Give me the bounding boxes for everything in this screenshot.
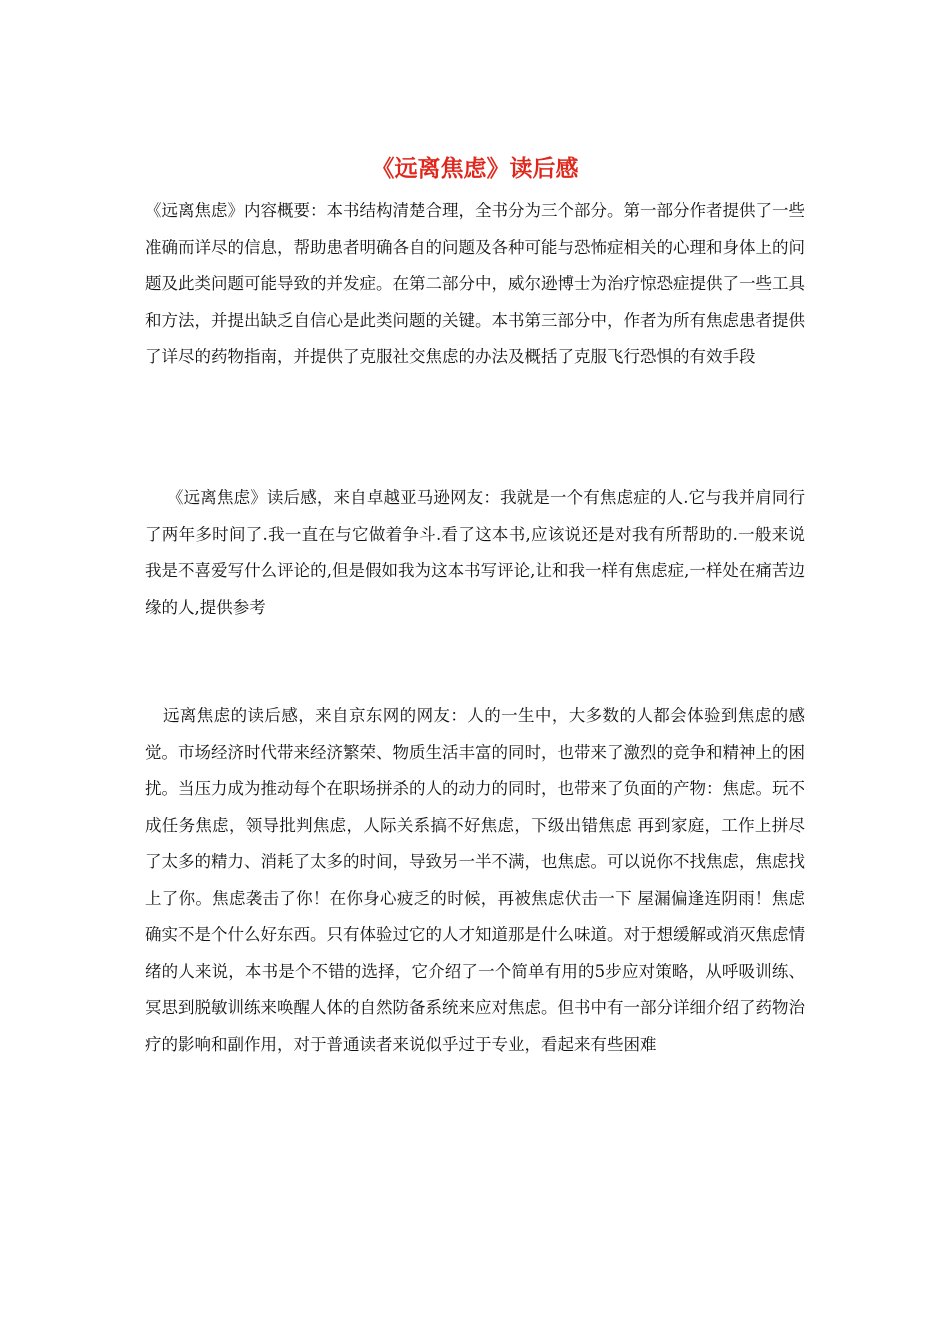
paragraph-amazon-review: 《远离焦虑》读后感，来自卓越亚马逊网友：我就是一个有焦虑症的人.它与我并肩同行了两年多时间了.我一直在与它做着争斗.看了这本书,应该说还是对我有所帮助的.一般来说我是不喜爱写什么评论的,但是假如我为这本书写评论,让和我一样有焦虑症,一样处在痛苦边缘的人,提供参考: [145, 488, 805, 617]
paragraph-jd-review: 远离焦虑的读后感，来自京东网的网友：人的一生中，大多数的人都会体验到焦虑的感觉。市场经济时代带来经济繁荣、物质生活丰富的同时，也带来了激烈的竞争和精神上的困扰。当压力成为推动每个在职场拼杀的人的动力的同时，也带来了负面的产物：焦虑。玩不成任务焦虑，领导批判焦虑，人际关系搞不好焦虑，下级出错焦虑 再到家庭，工作上拼尽了太多的精力、消耗了太多的时间，导致另一半不满，也焦虑。可以说你不找焦虑，焦虑找上了你。焦虑袭击了你！在你身心疲乏的时候，再被焦虑伏击一下 屋漏偏逢连阴雨！焦虑确实不是个什么好东西。只有体验过它的人才知道那是什么味道。对于想缓解或消灭焦虑情绪的人来说，本书是个不错的选择，它介绍了一个简单有用的5步应对策略，从呼吸训练、冥思到脱敏训练来唤醒人体的自然防备系统来应对焦虑。但书中有一部分详细介绍了药物治疗的影响和副作用，对于普通读者来说似乎过于专业，看起来有些困难: [145, 706, 805, 1054]
document-title: 《远离焦虑》读后感: [371, 155, 579, 182]
paragraph-summary: 《远离焦虑》内容概要：本书结构清楚合理，全书分为三个部分。第一部分作者提供了一些准确而详尽的信息，帮助患者明确各自的问题及各种可能与恐怖症相关的心理和身体上的问题及此类问题可能导致的并发症。在第二部分中，威尔逊博士为治疗惊恐症提供了一些工具和方法，并提出缺乏自信心是此类问题的关键。本书第三部分中，作者为所有焦虑患者提供了详尽的药物指南，并提供了克服社交焦虑的办法及概括了克服飞行恐惧的有效手段: [145, 201, 805, 366]
